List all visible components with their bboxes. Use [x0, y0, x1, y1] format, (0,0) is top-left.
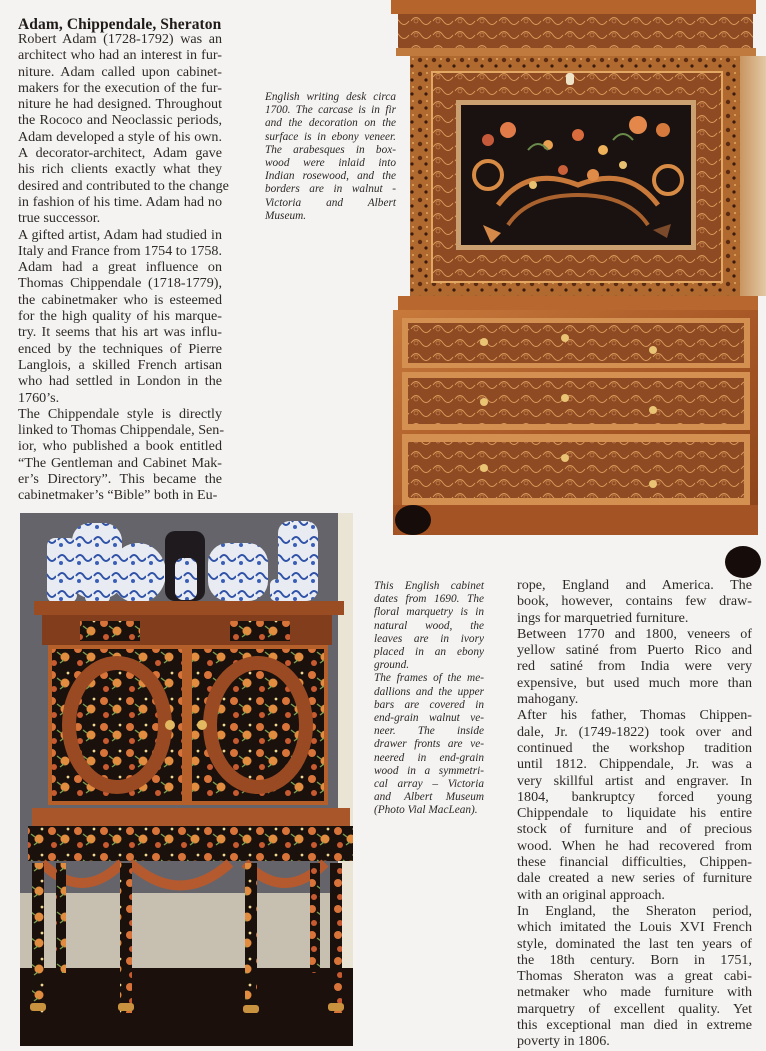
text-line: wood. When he had recovered from — [517, 837, 752, 854]
caption-line: floral marquetry is in — [374, 606, 484, 619]
bun-foot-right — [725, 546, 761, 578]
text-line: Robert Adam (1728-1792) was an — [18, 31, 222, 47]
desk-side-panel — [740, 56, 766, 296]
caption-cabinet — [374, 580, 484, 818]
drawer-fronts — [402, 318, 750, 506]
text-line: these financial difficulties, Chippen- — [517, 854, 752, 871]
bun-foot-left — [395, 505, 431, 535]
keyhole-escutcheon — [566, 73, 574, 85]
text-line: true successor. — [18, 210, 101, 227]
caption-line: borders are in walnut - — [265, 183, 396, 196]
text-line: Thomas Chippendale (1718-1779), — [18, 275, 222, 292]
text-line: stock of furniture and of precious — [517, 821, 752, 838]
text-line: enced by the techniques of Pierre — [18, 340, 222, 357]
cornice-frieze — [398, 14, 753, 50]
caption-line: 1700. The carcase is in fir — [265, 104, 396, 117]
photo-cabinet-on-stand — [20, 513, 353, 1046]
text-line: his rich clients exactly what they — [18, 161, 222, 178]
text-line: until 1812. Chippendale, Jr. was a — [517, 756, 752, 773]
text-line: niture he had designed. Throughout — [18, 96, 222, 113]
caption-line: and the decoration on the — [265, 117, 396, 130]
text-line: Langlois, a skilled French artisan — [18, 356, 222, 373]
text-line: red satiné from India were very — [517, 658, 752, 675]
text-line: netmaker who made furniture with — [517, 984, 752, 1001]
text-line: linked to Thomas Chippendale, Sen- — [18, 422, 225, 439]
text-line: architect who had an interest in fur- — [18, 47, 222, 64]
text-line: Adam had a great influence on — [18, 259, 222, 276]
caption-line: wood were inlaid into — [265, 157, 396, 170]
caption-line: surface is in ebony veneer. — [265, 130, 396, 143]
text-line: this exceptional man died in extreme — [517, 1017, 752, 1034]
cabinet-illustration — [20, 513, 353, 1046]
caption-writing-desk — [265, 91, 396, 223]
writing-desk-illustration — [388, 0, 766, 582]
text-line: After his father, Thomas Chippen- — [517, 707, 752, 724]
caption-line: (Photo Vial MacLean). — [374, 804, 478, 817]
caption-line: leaves are in ivory — [374, 632, 484, 645]
text-line: continued the workshop tradition — [517, 739, 752, 756]
left-text-column — [18, 31, 229, 504]
text-line: who had settled in London in the — [18, 373, 222, 390]
right-text-column — [517, 577, 752, 1050]
caption-line: bars are covered in — [374, 698, 484, 711]
caption-line: neered in end-grain — [374, 751, 484, 764]
text-line: try. It seems that his art was influ- — [18, 324, 222, 341]
caption-line: wood in a symmetri- — [374, 764, 484, 777]
text-line: Chippendale to liquidate his entire — [517, 805, 752, 822]
text-line: expensive, but used much more than — [517, 674, 752, 691]
text-line: style, dominated the last ten years of — [517, 935, 752, 952]
cabinet-cornice — [34, 601, 344, 615]
caption-line: The frames of the me- — [374, 672, 484, 685]
text-line: poverty in 1806. — [517, 1033, 610, 1050]
caption-line: English writing desk circa — [265, 91, 396, 103]
text-line: makers for the execution of the fur- — [18, 79, 222, 96]
text-line: marquetry of excellent quality. Yet — [517, 1000, 752, 1017]
text-line: for the high quality of his marque- — [18, 308, 222, 325]
text-line: the 18th century. Born in 1751, — [517, 951, 752, 968]
stand-top — [32, 808, 350, 826]
photo-writing-desk — [388, 0, 766, 582]
caption-line: Indian rosewood, and the — [265, 170, 396, 183]
text-line: very skillful artist and engraver. In — [517, 772, 752, 789]
caption-line: dates from 1690. The — [374, 593, 484, 606]
caption-line: end-grain walnut ve- — [374, 712, 484, 725]
text-line: er’s Directory”. This became the — [18, 471, 222, 488]
caption-line: neer. The inside — [374, 725, 484, 738]
stand-frieze — [28, 826, 353, 861]
text-line: niture. Adam called upon cabinet- — [18, 63, 222, 80]
text-line: dale created a new series of furniture — [517, 870, 752, 887]
text-line: dale, Jr. (1749-1822) took over and — [517, 723, 752, 740]
text-line: yellow satiné from Puerto Rico and — [517, 642, 752, 659]
caption-line: natural wood, the — [374, 619, 484, 632]
caption-line: drawer fronts are ve- — [374, 738, 484, 751]
caption-line: cal array – Victoria — [374, 778, 484, 791]
caption-line: ground. — [374, 659, 410, 672]
text-line: desired and contributed to the change — [18, 177, 229, 194]
caption-line: placed in an ebony — [374, 646, 484, 659]
caption-line: Victoria and Albert — [265, 196, 396, 209]
text-line: ior, who published a book entitled — [18, 438, 222, 455]
caption-line: The arabesques in box- — [265, 143, 396, 156]
text-line: 1804, bankruptcy forced young — [517, 788, 752, 805]
caption-line: Museum. — [265, 209, 307, 222]
text-line: cabinetmaker’s “Bible” both in Eu- — [18, 487, 218, 504]
text-line: the Rococo and Neoclassic periods, — [18, 112, 222, 129]
caption-line: dallions and the upper — [374, 685, 484, 698]
text-line: A decorator-architect, Adam gave — [18, 145, 222, 162]
text-line: “The Gentleman and Cabinet Mak- — [18, 454, 222, 471]
text-line: ings for marquetried furniture. — [517, 609, 689, 626]
text-line: with an original approach. — [517, 886, 665, 903]
text-line: In England, the Sheraton period, — [517, 902, 752, 919]
caption-line: This English cabinet — [374, 580, 484, 592]
text-line: the cabinetmaker who is esteemed — [18, 291, 222, 308]
text-line: rope, England and America. The — [517, 577, 752, 593]
text-line: which imitated the Louis XVI French — [517, 919, 752, 936]
caption-line: and Albert Museum — [374, 791, 484, 804]
text-line: Italy and France from 1754 to 1758. — [18, 242, 222, 259]
text-line: book, however, contains few draw- — [517, 593, 752, 610]
cornice-top — [391, 0, 756, 14]
text-line: Adam developed a style of his own. — [18, 128, 222, 145]
text-line: mahogany. — [517, 691, 579, 708]
text-line: Between 1770 and 1800, veneers of — [517, 625, 752, 642]
floor — [20, 968, 353, 1046]
text-line: 1760’s. — [18, 389, 60, 406]
text-line: A gifted artist, Adam had studied in — [18, 226, 222, 243]
page-heading: Adam, Chippendale, Sheraton — [18, 16, 222, 34]
text-line: in fashion of his time. Adam had no — [18, 193, 222, 210]
text-line: Thomas Sheraton was a great cabi- — [517, 968, 752, 985]
text-line: The Chippendale style is directly — [18, 405, 222, 422]
